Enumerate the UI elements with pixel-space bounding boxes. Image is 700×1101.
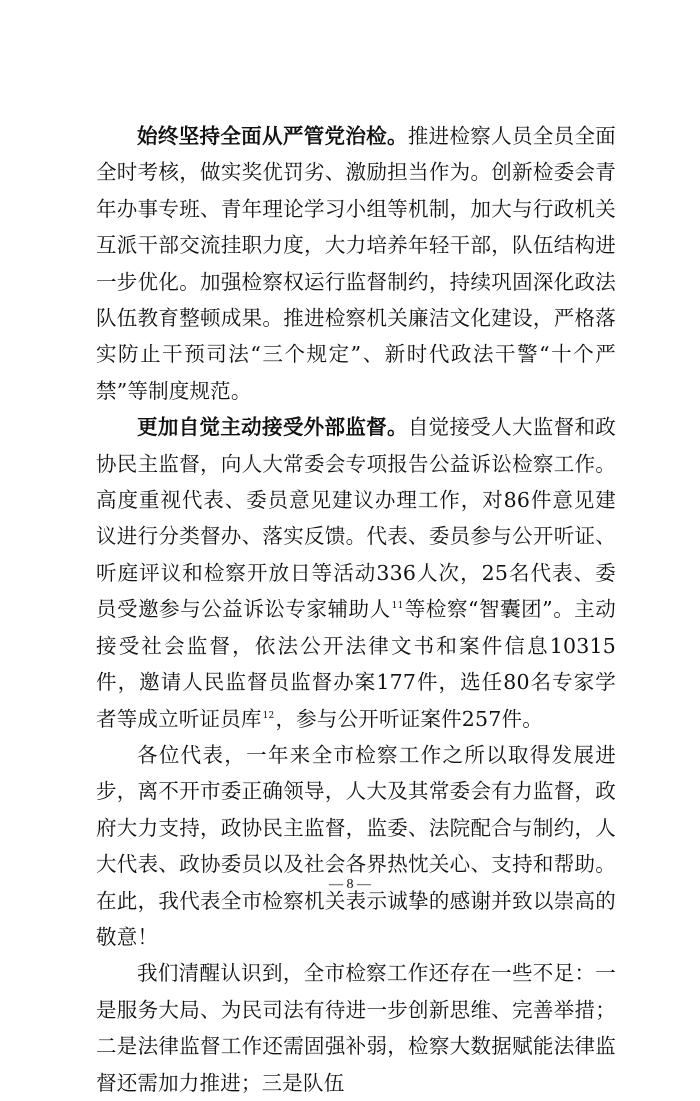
paragraph-text: 各位代表，一年来全市检察工作之所以取得发展进步，离不开市委正确领导，人大及其常委会有力监督，政府大力支持，政协民主监督，监委、法院配合与制约，人大代表、政协委员以及社会各界热忱关心、支持和帮助。在此，我代表全市检察机关表示诚挚的感谢并致以崇高的敬意！ [96,742,616,949]
document-body [96,118,616,1101]
page-number: — 8 — [329,877,371,892]
paragraph-text: 推进检察人员全员全面全时考核，做实奖优罚劣、激励担当作为。创新检委会青年办事专班、青年理论学习小组等机制，加大与行政机关互派干部交流挂职力度，大力培养年轻干部，队伍结构进一步优化。加强检察权运行监督制约，持续巩固深化政法队伍教育整顿成果。推进检察机关廉洁文化建设，严格落实防止干预司法“三个规定”、新时代政法干警“十个严禁”等制度规范。 [96,124,616,403]
footnote-marker: 11 [391,601,404,612]
paragraph-lead-heading: 始终坚持全面从严管党治检。 [137,124,408,148]
paragraph-acknowledgements [96,737,616,955]
paragraph-external-supervision [96,409,616,737]
paragraph-text: 自觉接受人大监督和政协民主监督，向人大常委会专项报告公益诉讼检察工作。高度重视代表、委员意见建议办理工作，对86件意见建议进行分类督办、落实反馈。代表、委员参与公开听证、听庭评议和检察开放日等活动336人次，25名代表、委员受邀参与公益诉讼专家辅助人 [96,415,616,622]
paragraph-strict-governance [96,118,616,409]
paragraph-text: 等检察“智囊团”。主动接受社会监督，依法公开法律文书和案件信息10315件，邀请人民监督员监督办案177件，选任80名专家学者等成立听证员库 [96,597,616,731]
paragraph-lead-heading: 更加自觉主动接受外部监督。 [137,415,408,440]
footnote-marker: 12 [262,710,275,721]
paragraph-shortcomings [96,955,616,1101]
paragraph-text: ，参与公开听证案件257件。 [275,706,543,731]
paragraph-text: 我们清醒认识到，全市检察工作还存在一些不足：一是服务大局、为民司法有待进一步创新思维、完善举措；二是法律监督工作还需固强补弱，检察大数据赋能法律监督还需加力推进；三是队伍 [96,961,616,1095]
